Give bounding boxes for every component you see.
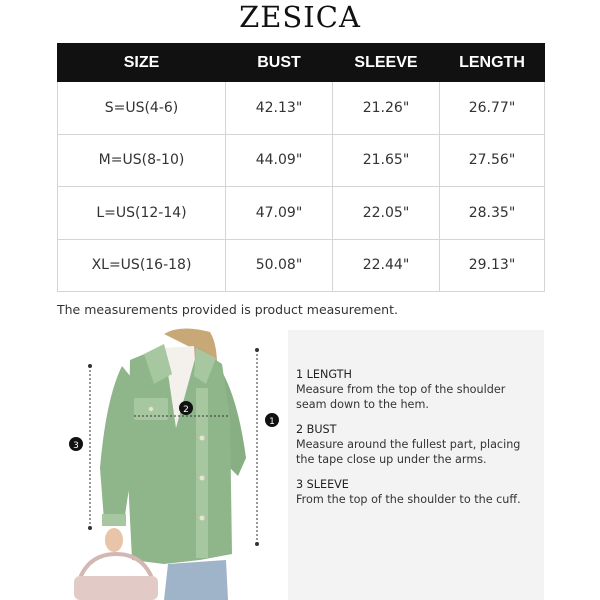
info-length-title: 1 LENGTH [296, 368, 352, 381]
info-sleeve-title: 3 SLEEVE [296, 478, 349, 491]
hand-shape [105, 528, 123, 552]
jacket-illustration [60, 328, 288, 600]
table-header-row [58, 44, 545, 82]
cell-length: 29.13" [440, 239, 545, 292]
cell-length: 28.35" [440, 187, 545, 240]
jeans-shape [164, 560, 228, 600]
jacket-cuff [102, 514, 126, 526]
measure-endpoint [88, 364, 92, 368]
info-bust-line: the tape close up under the arms. [296, 453, 487, 466]
info-length-line: seam down to the hem. [296, 398, 429, 411]
placket-button [200, 436, 205, 441]
table-row [58, 82, 545, 135]
info-sleeve [296, 477, 536, 507]
header-size: SIZE [58, 44, 226, 82]
measurement-note: The measurements provided is product measurement. [57, 302, 398, 317]
table-row [58, 239, 545, 292]
cell-length: 26.77" [440, 82, 545, 135]
table-row [58, 134, 545, 187]
measurement-guide-panel [288, 330, 544, 600]
measure-endpoint [88, 526, 92, 530]
cell-sleeve: 21.65" [333, 134, 440, 187]
info-length-line: Measure from the top of the shoulder [296, 383, 506, 396]
measure-endpoint [255, 542, 259, 546]
header-sleeve: SLEEVE [333, 44, 440, 82]
cell-size: XL=US(16-18) [58, 239, 226, 292]
header-length: LENGTH [440, 44, 545, 82]
jacket-placket [196, 388, 208, 558]
cell-bust: 47.09" [226, 187, 333, 240]
info-bust-title: 2 BUST [296, 423, 337, 436]
cell-sleeve: 22.44" [333, 239, 440, 292]
marker-1-label: 1 [269, 417, 275, 427]
cell-bust: 50.08" [226, 239, 333, 292]
cell-size: L=US(12-14) [58, 187, 226, 240]
cell-length: 27.56" [440, 134, 545, 187]
cell-bust: 44.09" [226, 134, 333, 187]
brand-logo: ZESICA [239, 0, 361, 34]
bag-shape [74, 576, 158, 600]
cell-sleeve: 22.05" [333, 187, 440, 240]
cell-size: S=US(4-6) [58, 82, 226, 135]
size-chart-table [57, 43, 545, 292]
cell-sleeve: 21.26" [333, 82, 440, 135]
cell-bust: 42.13" [226, 82, 333, 135]
placket-button [200, 476, 205, 481]
placket-button [200, 516, 205, 521]
header-bust: BUST [226, 44, 333, 82]
table-row [58, 187, 545, 240]
info-bust [296, 422, 536, 467]
marker-3-label: 3 [73, 441, 79, 451]
marker-2-label: 2 [183, 405, 189, 415]
info-bust-line: Measure around the fullest part, placing [296, 438, 521, 451]
info-sleeve-line: From the top of the shoulder to the cuff. [296, 493, 521, 506]
info-length [296, 367, 536, 412]
measure-endpoint [255, 348, 259, 352]
cell-size: M=US(8-10) [58, 134, 226, 187]
pocket-button [149, 407, 153, 411]
